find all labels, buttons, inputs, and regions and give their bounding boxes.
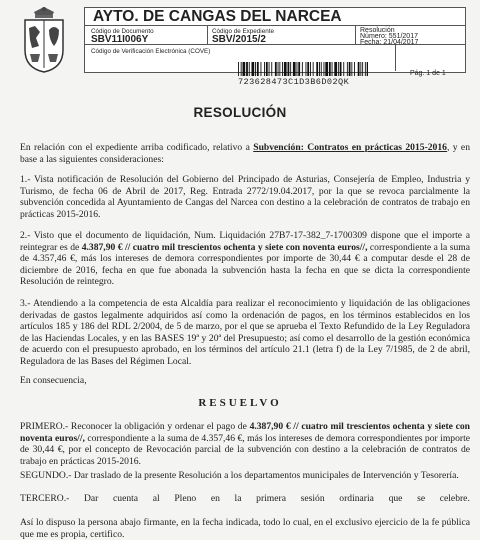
exp-code-label: Código de Expediente xyxy=(212,28,274,35)
doc-code-label: Código de Documento xyxy=(91,28,154,35)
consideration-2-text-end: correspondiente a la suma de 4.357,46 €, más los intereses de demora correspondientes por importe de 30,44 € a computar desde el 28 de diciembre de 2016, fecha en que fue abonada la subvención hasta la fecha en que se dicta la correspondiente Resolución de reintegro. xyxy=(20,241,470,287)
tercero-word: se xyxy=(417,493,426,504)
tercero-word: TERCERO.- xyxy=(20,493,70,504)
tercero-paragraph xyxy=(20,493,470,504)
document-title: RESOLUCIÓN xyxy=(193,105,287,120)
tercero-word: primera xyxy=(256,493,286,504)
coat-of-arms-icon xyxy=(18,6,70,74)
tercero-word: que xyxy=(388,493,403,504)
subject-link: Subvención: Contratos en prácticas 2015-2016 xyxy=(253,142,447,153)
consideration-3: 3.- Atendiendo a la competencia de esta Alcaldía para realizar el reconocimiento y liquidación de las obligaciones derivadas de gastos legalmente adquiridos así como la ordenación de pagos, en los términos establecidos en los artículos 185 y 186 del RDL 2/2004, de 5 de marzo, por el que se aprueba el Texto Refundido de la Ley Reguladora de las Haciendas Locales, y en las BASES 19ª y 20ª del Presupuesto; así como el desarrollo de la gestión económica de acuerdo con el presupuesto aprobado, en los términos del artículo 21.1 (letra f) de la Ley 7/1985, de 2 de abril, Reguladora de las Bases del Régimen Local. xyxy=(20,298,470,367)
primero-paragraph xyxy=(20,421,470,467)
tercero-word: al xyxy=(152,493,160,504)
page-number: Pág. 1 de 1 xyxy=(410,70,446,77)
tercero-word: en xyxy=(210,493,220,504)
primero-amount-bold: 4.387,90 € // cuatro mil trescientos ochenta y siete con noventa euros//, xyxy=(20,421,470,444)
tercero-word: Pleno xyxy=(174,493,197,504)
resolution-number: Número: 551/2017 xyxy=(360,33,418,40)
consideration-1: 1.- Vista notificación de Resolución del Gobierno del Principado de Asturias, Consejería de Empleo, Industria y Turismo, de fecha 06 de Abril de 2017, Reg. Entrada 2772/19.04.2017, por la que se revoca parcialmente la subvención concedida al Ayuntamiento de Cangas del Narcea con destino a la celebración de contratos de trabajo en prácticas 2015-2016. xyxy=(20,174,470,220)
segundo-paragraph: SEGUNDO.- Dar traslado de la presente Resolución a los departamentos municipales de Intervención y Tesorería. xyxy=(20,470,459,481)
tercero-word: la xyxy=(234,493,242,504)
tercero-word: cuenta xyxy=(113,493,139,504)
resolucion-label: Resolución xyxy=(360,27,395,34)
exp-code: SBV/2015/2 xyxy=(212,34,266,45)
primero-text-end: correspondiente a la suma de 4.357,46 €, más los intereses de demora correspondientes por importe de 30,44 €, por el concepto de Revocación parcial de la subvención con destino a la celebración de contratos de trabajo en prácticas 2015-2016. xyxy=(20,432,471,467)
resuelvo-heading: RESUELVO xyxy=(198,397,282,409)
institution-name: AYTO. DE CANGAS DEL NARCEA xyxy=(85,8,465,26)
consideration-2 xyxy=(20,230,470,288)
verification-code: 723628473C1D3B6D02QK xyxy=(238,77,350,87)
doc-code: SBV11I006Y xyxy=(91,34,149,45)
tercero-word: Dar xyxy=(83,493,99,504)
intro-paragraph xyxy=(20,142,470,165)
primero-text: PRIMERO.- Reconocer la obligación y ordenar el pago de xyxy=(20,421,250,432)
cove-label: Código de Verificación Electrónica (COVE) xyxy=(91,48,211,55)
tercero-word: ordinaria xyxy=(339,493,374,504)
barcode-icon xyxy=(238,62,368,76)
tercero-word: sesión xyxy=(300,493,325,504)
tercero-word: celebre. xyxy=(439,493,470,504)
amount-bold: 4.387,90 € // cuatro mil trescientos ochenta y siete con noventa euros//, xyxy=(81,241,368,253)
en-consecuencia: En consecuencia, xyxy=(20,375,87,386)
consideration-2-text: 2.- Visto que el documento de liquidación, Num. Liquidación 27B7-17-382_7-1700309 dispone que el importe a reintegrar es de xyxy=(20,230,470,253)
intro-text-end: , y en base a las siguientes consideraciones: xyxy=(20,142,470,165)
resolution-date: Fecha: 21/04/2017 xyxy=(360,39,419,46)
intro-text: En relación con el expediente arriba codificado, relativo a xyxy=(20,142,254,153)
closing-paragraph: Así lo dispuso la persona abajo firmante, en la fecha indicada, todo lo cual, en el exclusivo ejercicio de la fe pública que me es propia, certifico. xyxy=(20,517,470,540)
